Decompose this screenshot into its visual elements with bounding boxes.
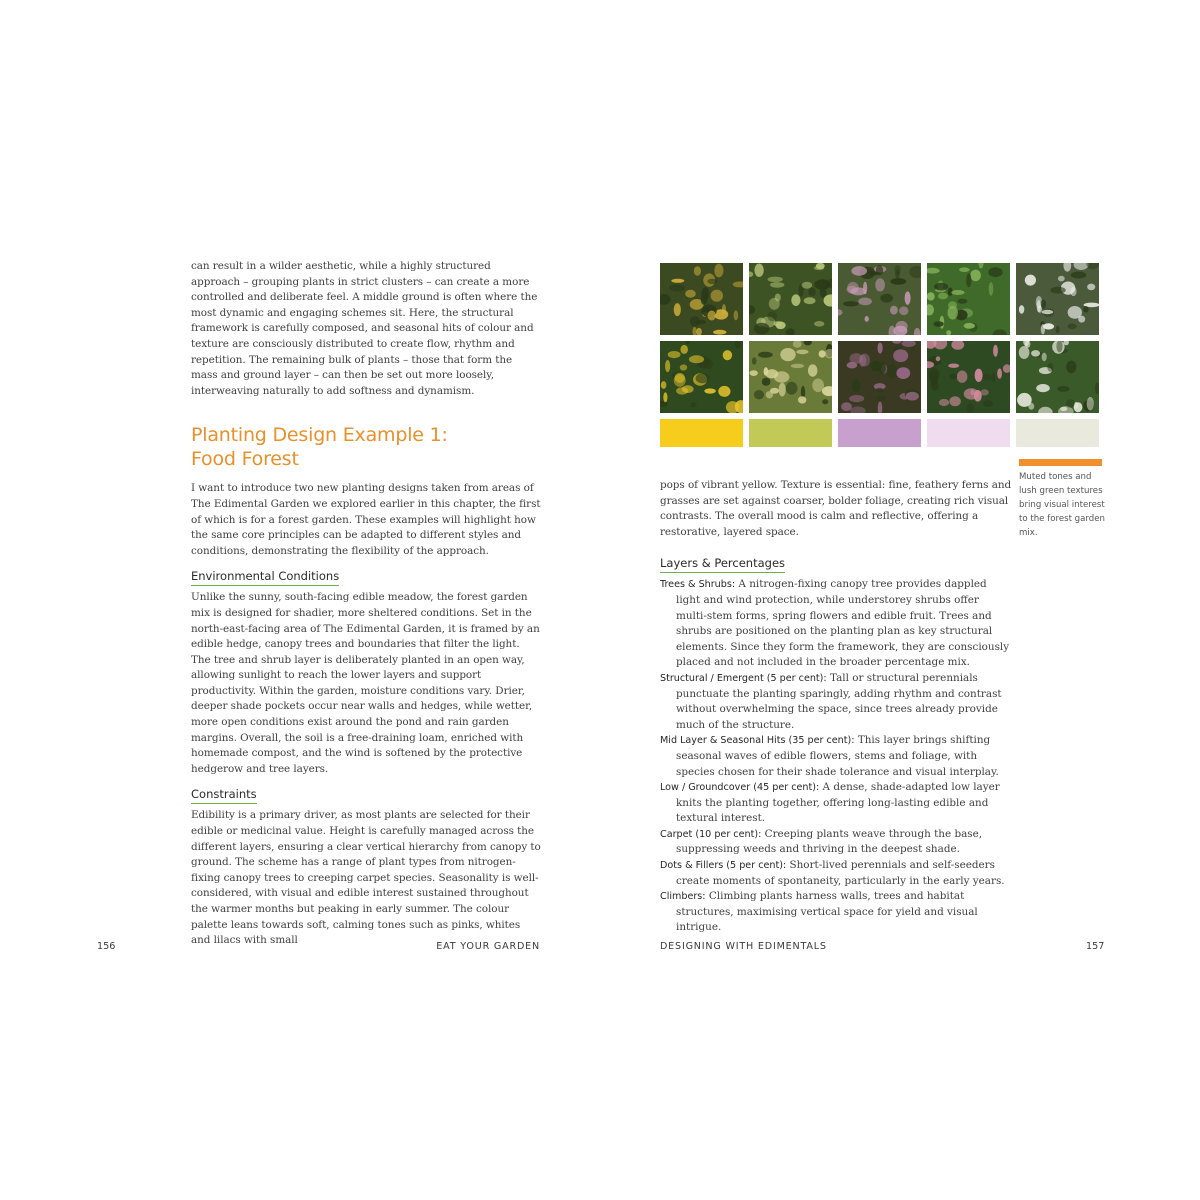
green-foliage-photo [927, 263, 1010, 335]
colour-swatch [927, 419, 1010, 447]
constraints-paragraph: Edibility is a primary driver, as most plants are selected for their edible or medicinal value. Height is carefully managed across the different layers, ensuring a clear vertical hierarchy from canopy to ground. The scheme has a range of plant types from nitrogen-fixing canopy trees to creeping carpet species. Seasonality is well-considered, with visual and edible interest sustained throughout the warmer months but peaking in early summer. The colour palette leans towards soft, calming tones such as pinks, whites and lilacs with small [191, 809, 541, 947]
colour-swatch [838, 419, 921, 447]
intro-paragraph: can result in a wilder aesthetic, while a highly structured approach – grouping plants in strict clusters – can create a more controlled and deliberate feel. A middle ground is often where the most dynamic and engaging schemes sit. Here, the structural framework is carefully composed, and seasonal hits of colour and texture are consciously distributed to create flow, rhythm and repetition. The remaining bulk of plants – those that form the mass and ground layer – can then be set out more loosely, interweaving naturally to add softness and dynamism. [191, 260, 538, 397]
continuation-paragraph: pops of vibrant yellow. Texture is essential: fine, feathery ferns and grasses are set against coarser, bolder foliage, creating rich visual contrasts. The overall mood is calm and reflective, offering a restorative, layered space. [660, 479, 1012, 538]
layer-description: Short-lived perennials and self-seeders create moments of spontaneity, particularly in the early years. [676, 859, 1005, 887]
layer-description: A dense, shade-adapted low layer knits the planting together, offering long-lasting edible and textural interest. [676, 781, 1000, 825]
layer-item [660, 889, 1012, 936]
colour-swatch [1016, 419, 1099, 447]
layers-percentages-heading: Layers & Percentages [660, 556, 785, 573]
environmental-conditions-heading: Environmental Conditions [191, 569, 339, 586]
purple-blooms-photo [838, 341, 921, 413]
left-page-column [191, 259, 541, 949]
section-heading [191, 423, 541, 471]
layer-item [660, 671, 1012, 733]
running-head-left: EAT YOUR GARDEN [436, 941, 540, 952]
layer-item [660, 858, 1012, 889]
section-heading-line2: Food Forest [191, 448, 299, 471]
photo-row-2 [660, 341, 1103, 413]
white-blossom-photo [1016, 263, 1099, 335]
layer-name: Carpet (10 per cent): [660, 828, 762, 840]
environmental-conditions-paragraph: Unlike the sunny, south-facing edible meadow, the forest garden mix is designed for shadier, more sheltered conditions. Set in the north-east-facing area of The Edimental Garden, it is framed by an edible hedge, canopy trees and boundaries that filter the light. The tree and shrub layer is deliberately planted in an open way, allowing sunlight to reach the lower layers and support productivity. Within the garden, moisture conditions vary. Drier, deeper shade pockets occur near walls and hedges, while wetter, more open conditions exist around the pond and rain garden margins. Overall, the soil is a free-draining loam, enriched with homemade compost, and the wind is softened by the protective hedgerow and tree layers. [191, 591, 540, 775]
layer-item [660, 827, 1012, 858]
layer-name: Dots & Fillers (5 per cent): [660, 860, 787, 872]
yellow-lily-photo [660, 341, 743, 413]
photo-row-1 [660, 263, 1103, 335]
hops-flowers-photo [749, 263, 832, 335]
golden-shrub-photo [660, 263, 743, 335]
layer-description: Tall or structural perennials punctuate the planting sparingly, adding rhythm and contrast without overwhelming the space, since trees already provide much of the structure. [676, 671, 1002, 731]
white-umbels-photo [1016, 341, 1099, 413]
layer-item [660, 733, 1012, 780]
colour-swatch [749, 419, 832, 447]
photo-caption: Muted tones and lush green textures bring visual interest to the forest garden mix. [1019, 472, 1105, 538]
plant-photo-grid [660, 263, 1103, 447]
colour-swatch [660, 419, 743, 447]
colour-swatch-row [660, 419, 1103, 447]
layer-name: Structural / Emergent (5 per cent): [660, 672, 827, 684]
page-number-left: 156 [97, 941, 116, 952]
pink-bergamot-photo [838, 263, 921, 335]
layer-name: Low / Groundcover (45 per cent): [660, 782, 820, 794]
layer-item [660, 577, 1012, 671]
right-page-column [660, 478, 1012, 936]
layer-description: Creeping plants weave through the base, suppressing weeds and thriving in the deepest shade. [676, 827, 983, 856]
layer-name: Climbers: [660, 891, 706, 903]
layers-list [660, 577, 1012, 936]
bell-flowers-photo [749, 341, 832, 413]
layer-name: Mid Layer & Seasonal Hits (35 per cent): [660, 735, 855, 747]
layer-description: This layer brings shifting seasonal waves of edible flowers, stems and foliage, with species chosen for their shade tolerance and visual interplay. [676, 734, 999, 778]
example-intro-paragraph: I want to introduce two new planting designs taken from areas of The Edimental Garden we explored earlier in this chapter, the first of which is for a forest garden. These examples will highlight how the same core principles can be adapted to different styles and conditions, demonstrating the flexibility of the approach. [191, 482, 541, 557]
layer-name: Trees & Shrubs: [660, 579, 736, 591]
constraints-heading: Constraints [191, 787, 257, 804]
pink-spikes-photo [927, 341, 1010, 413]
caption-accent-bar [1019, 459, 1102, 466]
page-number-right: 157 [1086, 941, 1105, 952]
layer-description: Climbing plants harness walls, trees and habitat structures, maximising vertical space for yield and visual intrigue. [676, 890, 978, 934]
layer-description: A nitrogen-fixing canopy tree provides dappled light and wind protection, while understorey shrubs offer multi-stem forms, spring flowers and edible fruit. Trees and shrubs are positioned on the planting plan as key structural elements. Since they form the framework, they are consciously placed and not included in the broader percentage mix. [676, 578, 1010, 669]
running-head-right: DESIGNING WITH EDIMENTALS [660, 941, 827, 952]
layer-item [660, 780, 1012, 827]
section-heading-line1: Planting Design Example 1: [191, 424, 448, 447]
